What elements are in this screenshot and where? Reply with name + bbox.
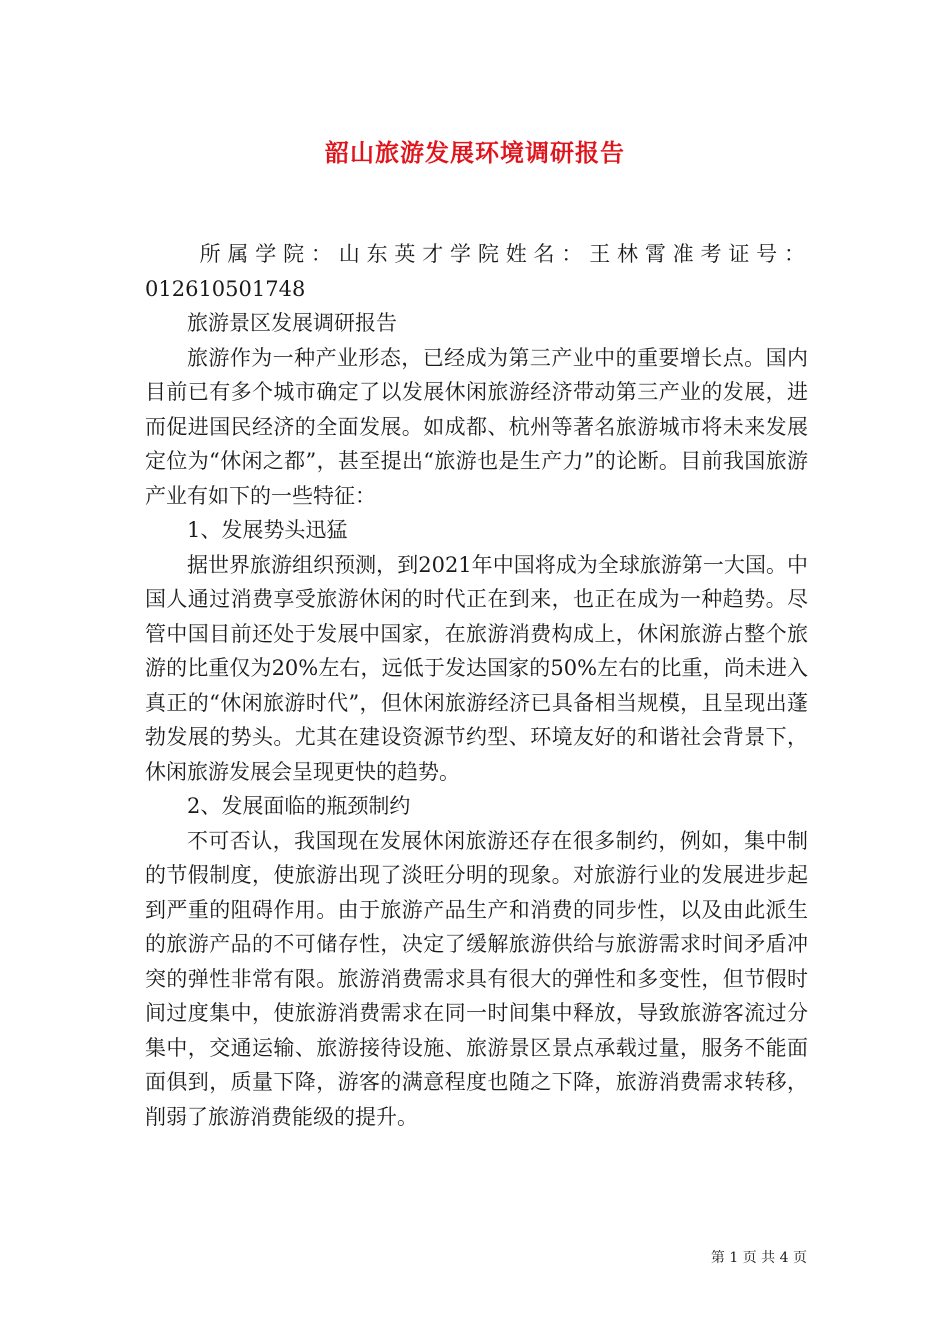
section-heading-2: 2、发展面临的瓶颈制约 bbox=[187, 794, 411, 818]
author-info-text: 所属学院：山东英才学院姓名：王林霄准考证号： bbox=[199, 242, 808, 266]
section-paragraph-2: 不可否认，我国现在发展休闲旅游还存在很多制约，例如，集中制的节假制度，使旅游出现了淡旺分明的现象。对旅游行业的发展进步起到严重的阻碍作用。由于旅游产品生产和消费的同步性，以及由此派生的旅游产品的不可储存性，决定了缓解旅游供给与旅游需求时间矛盾冲突的弹性非常有限。旅游消费需求具有很大的弹性和多变性，但节假时间过度集中，使旅游消费需求在同一时间集中释放，导致旅游客流过分集中，交通运输、旅游接待设施、旅游景区景点承载过量，服务不能面面俱到，质量下降，游客的满意程度也随之下降，旅游消费需求转移，削弱了旅游消费能级的提升。 bbox=[145, 828, 808, 1129]
section-paragraph-1: 据世界旅游组织预测，到2021年中国将成为全球旅游第一大国。中国人通过消费享受旅游休闲的时代正在到来，也正在成为一种趋势。尽管中国目前还处于发展中国家，在旅游消费构成上，休闲旅游占整个旅游的比重仅为20%左右，远低于发达国家的50%左右的比重，尚未进入真正的“休闲旅游时代”，但休闲旅游经济已具备相当规模，且呈现出蓬勃发展的势头。尤其在建设资源节约型、环境友好的和谐社会背景下，休闲旅游发展会呈现更快的趋势。 bbox=[145, 552, 808, 784]
section-heading-1: 1、发展势头迅猛 bbox=[187, 518, 348, 542]
subtitle-paragraph: 旅游景区发展调研报告 bbox=[187, 311, 397, 335]
page-number: 第 1 页 共 4 页 bbox=[710, 1250, 807, 1266]
intro-paragraph: 旅游作为一种产业形态，已经成为第三产业中的重要增长点。国内目前已有多个城市确定了以发展休闲旅游经济带动第三产业的发展，进而促进国民经济的全面发展。如成都、杭州等著名旅游城市将未来发展定位为“休闲之都”，甚至提出“旅游也是生产力”的论断。目前我国旅游产业有如下的一些特征： bbox=[145, 345, 808, 508]
document-title: 韶山旅游发展环境调研报告 bbox=[325, 138, 625, 167]
document-body bbox=[145, 237, 808, 1134]
exam-number: 012610501748 bbox=[145, 276, 306, 301]
author-info-line bbox=[145, 237, 808, 306]
